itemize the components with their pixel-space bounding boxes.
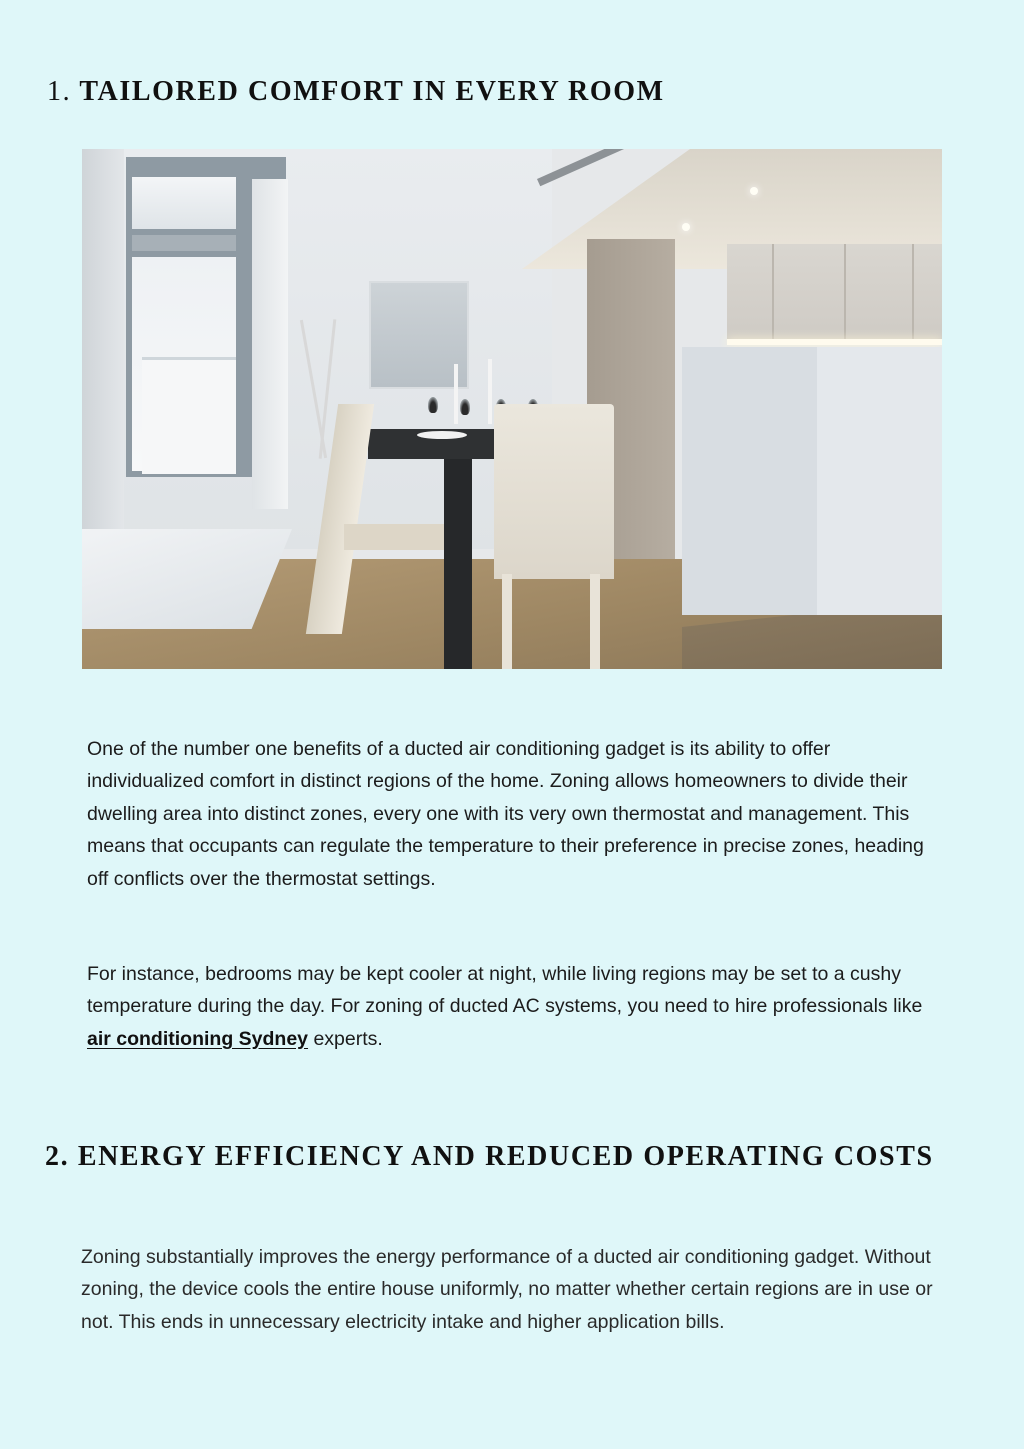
section-1-number: 1. — [47, 76, 72, 107]
paragraph-text: experts. — [308, 1027, 383, 1050]
section-1-title: TAILORED COMFORT IN EVERY ROOM — [79, 76, 665, 107]
paragraph-text: For instance, bedrooms may be kept cooler at night, while living regions may be set to a cushy temperature during the day. For zoning of ducted AC systems, you need to hire professionals like — [87, 963, 923, 1018]
dining-room-photo — [82, 149, 942, 669]
section-2-number: 2. — [45, 1141, 70, 1172]
air-conditioning-sydney-link[interactable]: air conditioning Sydney — [87, 1027, 309, 1050]
section-2-heading — [45, 1138, 985, 1175]
section-2-title: ENERGY EFFICIENCY AND REDUCED OPERATING COSTS — [77, 1141, 934, 1172]
section-1-paragraph-1: One of the number one benefits of a ducted air conditioning gadget is its ability to offer individualized comfort in distinct regions of the home. Zoning allows homeowners to divide their dwelling area into distinct zones, every one with its very own thermostat and management. This means that occupants can regulate the temperature to their preference in precise zones, heading off conflicts over the thermostat settings. — [87, 738, 924, 890]
section-1-heading — [47, 74, 665, 110]
section-2-paragraph-1: Zoning substantially improves the energy performance of a ducted air conditioning gadget. Without zoning, the device cools the entire house uniformly, no matter whether certain regions are in use or not. This ends in unnecessary electricity intake and higher application bills. — [81, 1246, 933, 1333]
section-1-paragraph-2 — [87, 958, 937, 1055]
